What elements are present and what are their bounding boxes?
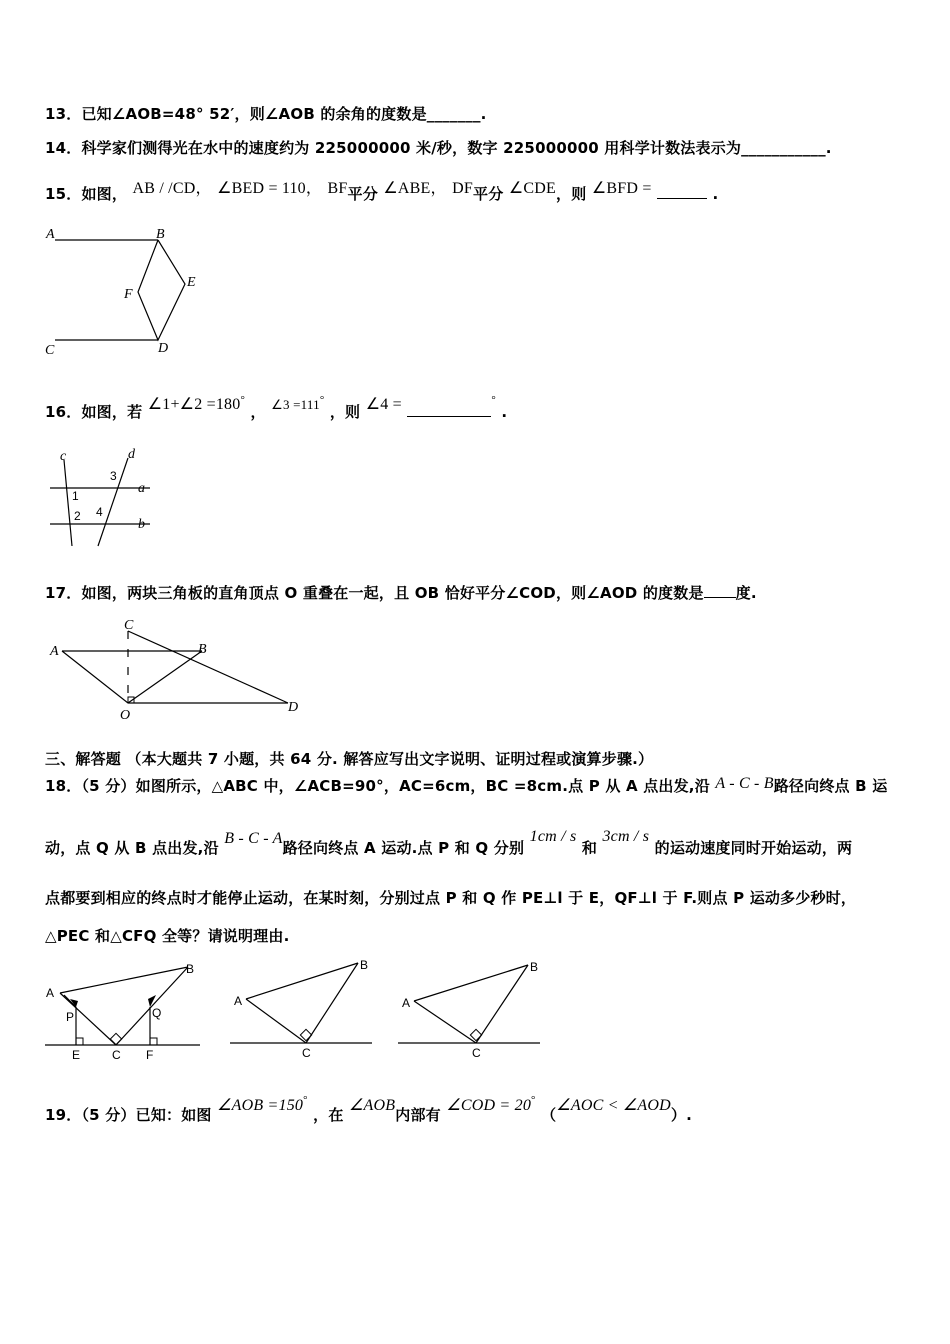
question-14-text: 14．科学家们测得光在水中的速度约为 225000000 米/秒，数字 225000000 用科学计数法表示为___________. xyxy=(45,139,832,157)
figure-18-panel-1 xyxy=(45,962,200,1062)
right-angle-e xyxy=(76,1038,83,1045)
question-17 xyxy=(45,582,757,603)
math-df: DF xyxy=(452,180,474,197)
label-b: B xyxy=(530,960,539,974)
question-19 xyxy=(45,1094,692,1125)
degree-1: ° xyxy=(240,394,246,406)
label-c: C xyxy=(45,343,55,358)
line-ab xyxy=(414,965,528,1001)
text-then: ，则 xyxy=(556,185,587,203)
label-b: B xyxy=(198,642,207,657)
line-ab xyxy=(60,967,188,993)
question-18-line-2 xyxy=(45,828,853,858)
math-angle-3: ∠3 =111 xyxy=(271,397,320,412)
math-speed-q: 3cm / s xyxy=(602,828,650,845)
line-ac xyxy=(246,999,306,1043)
figure-15 xyxy=(40,222,220,362)
end-period: . xyxy=(712,185,719,203)
question-19-number: 19．（5 分）已知：如图 xyxy=(45,1106,212,1124)
label-b: B xyxy=(156,227,165,242)
label-b: b xyxy=(138,517,145,532)
label-a: A xyxy=(402,996,411,1010)
question-18-text-b: 路径向终点 B 运 xyxy=(773,777,888,795)
line-ac xyxy=(414,1001,476,1043)
right-angle-f xyxy=(150,1038,157,1045)
label-3: 3 xyxy=(110,469,117,483)
degree-2: ° xyxy=(319,394,325,406)
label-c: C xyxy=(112,1048,121,1062)
line-bc xyxy=(306,963,358,1043)
label-a: A xyxy=(50,644,59,659)
label-d: D xyxy=(158,341,169,356)
label-o: O xyxy=(120,708,131,723)
label-1: 1 xyxy=(72,489,79,503)
question-19-text-b: 内部有 xyxy=(395,1106,441,1124)
question-18-text-f: 的运动速度同时开始运动，两 xyxy=(654,839,853,857)
question-19-text-c: （ xyxy=(541,1106,557,1124)
question-18-line-3 xyxy=(45,887,856,908)
question-17-end: 度. xyxy=(735,584,757,602)
math-angle-abe: ∠ABE， xyxy=(383,180,447,197)
label-p: P xyxy=(66,1010,75,1024)
math-angle-bfd: ∠BFD = xyxy=(591,180,652,197)
text-bisect-1: 平分 xyxy=(347,185,378,203)
question-19-text-d: ）. xyxy=(670,1106,692,1124)
question-18-text-e: 和 xyxy=(581,839,598,857)
degree-2: ° xyxy=(531,1094,536,1106)
right-angle-c xyxy=(110,1033,121,1044)
figure-18-panel-3 xyxy=(398,960,540,1060)
question-18-text-g: 点都要到相应的终点时才能停止运动，在某时刻，分别过点 P 和 Q 作 PE⊥l 于 E，QF⊥l 于 F.则点 P 运动多少秒时， xyxy=(45,889,857,907)
label-q: Q xyxy=(152,1006,162,1020)
label-c: C xyxy=(124,618,134,633)
math-speed-p: 1cm / s xyxy=(529,828,577,845)
math-angle-cod: ∠COD = 20 xyxy=(446,1097,532,1114)
right-angle-c xyxy=(300,1029,311,1040)
math-angle-bed: ∠BED = 110， xyxy=(217,180,323,197)
math-path-bca: B - C - A xyxy=(224,830,283,847)
label-2: 2 xyxy=(74,509,81,523)
text-then: ，则 xyxy=(329,403,361,421)
figure-16 xyxy=(40,448,160,553)
quadrilateral-bfde xyxy=(138,240,185,340)
question-18-text-d: 路径向终点 A 运动.点 P 和 Q 分别 xyxy=(282,839,525,857)
label-d: d xyxy=(128,447,135,462)
answer-blank xyxy=(407,402,491,417)
question-18-text-c: 动，点 Q 从 B 点出发,沿 xyxy=(45,839,219,857)
answer-blank xyxy=(657,184,707,199)
label-f: F xyxy=(146,1048,154,1062)
label-c: c xyxy=(60,449,67,464)
question-13 xyxy=(45,103,487,124)
question-19-text-a: ，在 xyxy=(313,1106,344,1124)
degree-1: ° xyxy=(303,1094,308,1106)
line-cd xyxy=(128,631,288,703)
question-14 xyxy=(45,137,832,158)
question-15 xyxy=(45,181,718,204)
label-e: E xyxy=(187,275,196,290)
math-bf: BF xyxy=(327,180,348,197)
figure-18 xyxy=(40,955,550,1065)
math-path-acb: A - C - B xyxy=(715,775,774,792)
question-18-text-a: 18．（5 分）如图所示，△ABC 中，∠ACB=90°，AC=6cm，BC =8cm.点 P 从 A 点出发,沿 xyxy=(45,777,710,795)
label-f: F xyxy=(124,287,133,302)
section-3-text: 三、解答题 （本大题共 7 小题，共 64 分. 解答应写出文字说明、证明过程或演算步骤.） xyxy=(45,750,654,768)
right-angle-c xyxy=(470,1029,481,1040)
label-c: C xyxy=(302,1046,311,1060)
figure-18-panel-2 xyxy=(230,958,372,1060)
math-ab-parallel-cd: AB / /CD， xyxy=(132,180,212,197)
question-18-text-h: △PEC 和△CFQ 全等？请说明理由. xyxy=(45,927,290,945)
question-16 xyxy=(45,394,508,422)
label-a: A xyxy=(46,986,55,1000)
section-3-heading xyxy=(45,748,653,769)
line-ao xyxy=(62,651,128,703)
question-18-line-4 xyxy=(45,925,289,946)
label-a: A xyxy=(234,994,243,1008)
question-17-text: 17．如图，两块三角板的直角顶点 O 重叠在一起，且 OB 恰好平分∠COD，则∠AOD 的度数是 xyxy=(45,584,704,602)
math-angle-1-plus-2: ∠1+∠2 =180 xyxy=(147,396,241,413)
degree-3: ° xyxy=(491,394,496,406)
figure-17 xyxy=(40,615,310,725)
label-a: a xyxy=(138,481,145,496)
text-bisect-2: 平分 xyxy=(473,185,504,203)
label-a: A xyxy=(46,227,55,242)
math-angle-compare: ∠AOC < ∠AOD xyxy=(556,1097,671,1114)
question-16-number: 16．如图，若 xyxy=(45,403,143,421)
answer-blank xyxy=(704,583,736,598)
text-comma: ， xyxy=(250,403,266,421)
label-d: D xyxy=(288,700,299,715)
label-c: C xyxy=(472,1046,481,1060)
question-18-line-1 xyxy=(45,775,887,796)
line-c xyxy=(64,460,72,546)
question-15-number: 15．如图， xyxy=(45,185,128,203)
line-bc xyxy=(476,965,528,1043)
label-b: B xyxy=(360,958,369,972)
label-b: B xyxy=(186,962,195,976)
math-angle-aob-2: ∠AOB xyxy=(349,1097,396,1114)
label-e: E xyxy=(72,1048,81,1062)
label-4: 4 xyxy=(96,505,103,519)
math-angle-aob: ∠AOB =150 xyxy=(217,1097,304,1114)
end-period: . xyxy=(501,403,508,421)
math-angle-cde: ∠CDE xyxy=(508,180,557,197)
question-13-text: 13．已知∠AOB=48° 52′，则∠AOB 的余角的度数是_______. xyxy=(45,105,487,123)
math-angle-4: ∠4 = xyxy=(365,396,402,413)
line-ab xyxy=(246,963,358,999)
